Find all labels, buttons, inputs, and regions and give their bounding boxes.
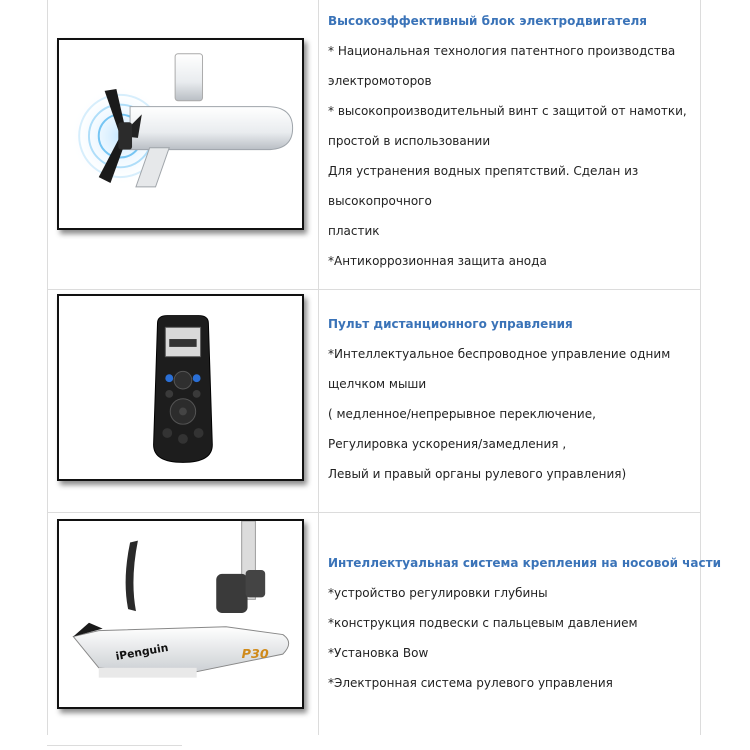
motor-description: [328, 6, 697, 276]
bow-mount-illustration: [59, 521, 302, 707]
column-divider: [700, 0, 701, 289]
model-label: P30: [241, 646, 269, 662]
motor-unit-illustration: [59, 40, 302, 228]
description-line: *Электронная система рулевого управления: [328, 676, 613, 690]
remote-description: [328, 309, 697, 489]
description-line: пластик: [328, 224, 380, 238]
description-line: Регулировка ускорения/замедления ,: [328, 437, 567, 451]
brand-label: iPenguin: [114, 640, 170, 663]
remote-control-image: [57, 294, 304, 481]
description-line: * Национальная технология патентного производства: [328, 44, 676, 58]
description-line: * высокопроизводительный винт с защитой от намотки,: [328, 104, 687, 118]
feature-row-motor: [48, 0, 701, 290]
column-divider: [700, 513, 701, 735]
description-line: высокопрочного: [328, 194, 432, 208]
description-line: *конструкция подвески с пальцевым давлением: [328, 616, 638, 630]
description-line: щелчком мыши: [328, 377, 427, 391]
feature-table: [47, 0, 721, 735]
description-line: электромоторов: [328, 74, 432, 88]
section-title: Пульт дистанционного управления: [328, 317, 573, 331]
description-line: *Антикоррозионная защита анода: [328, 254, 547, 268]
feature-row-mount: [48, 513, 721, 735]
description-line: *устройство регулировки глубины: [328, 586, 548, 600]
description-line: простой в использовании: [328, 134, 491, 148]
description-line: Для устранения водных препятствий. Сделан из: [328, 164, 639, 178]
motor-unit-image: [57, 38, 304, 230]
bow-mount-image: [57, 519, 304, 709]
column-divider: [318, 513, 319, 735]
description-line: Левый и правый органы рулевого управления): [328, 467, 627, 481]
section-title: Интеллектуальная система крепления на носовой части: [328, 556, 721, 570]
column-divider: [318, 0, 319, 289]
feature-row-remote: [48, 290, 701, 513]
description-line: *Установка Bow: [328, 646, 429, 660]
section-title: Высокоэффективный блок электродвигателя: [328, 14, 647, 28]
column-divider: [700, 290, 701, 512]
column-divider: [318, 290, 319, 512]
footer-divider: [47, 745, 182, 746]
remote-control-illustration: [59, 296, 302, 479]
description-line: ( медленное/непрерывное переключение,: [328, 407, 596, 421]
mount-description: [328, 548, 721, 698]
description-line: *Интеллектуальное беспроводное управление одним: [328, 347, 671, 361]
